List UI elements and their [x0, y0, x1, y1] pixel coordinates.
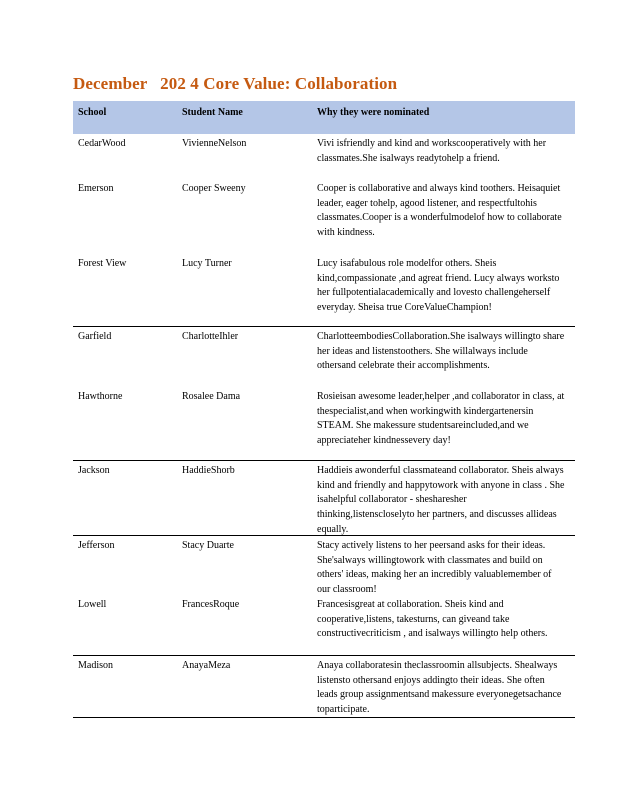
school-cell: CedarWood	[78, 138, 126, 149]
student-name-cell: HaddieShorb	[182, 465, 235, 476]
table-row	[73, 656, 575, 718]
student-name-cell: Stacy Duarte	[182, 540, 234, 551]
nomination-reason-cell: Haddieis awonderful classmateand collaborator. Sheis always kind and friendly and happytowork with anyone in class . She isahelpful collaborator - shesharesher thinking,listenscloselyto her partners, and discusses allideas equally.	[317, 465, 565, 535]
table-header	[73, 101, 575, 134]
table-row	[73, 179, 575, 254]
nomination-reason-cell: Francesisgreat at collaboration. Sheis kind and cooperative,listens, takesturns, can giveand take constructivecriticism , and isalways willingto help others.	[317, 599, 548, 640]
student-name-cell: Lucy Turner	[182, 258, 232, 269]
table-row	[73, 461, 575, 536]
student-name-cell: CharlotteIhler	[182, 331, 239, 342]
school-cell: Jefferson	[78, 540, 115, 551]
school-cell: Forest View	[78, 258, 127, 269]
school-cell: Garfield	[78, 331, 112, 342]
page-title: December 202 4 Core Value: Collaboration	[73, 74, 398, 93]
student-name-cell: Cooper Sweeny	[182, 183, 246, 194]
header-student-name: Student Name	[182, 107, 243, 118]
header-school: School	[78, 107, 107, 118]
school-cell: Jackson	[78, 465, 110, 476]
student-name-cell: AnayaMeza	[182, 660, 231, 671]
nomination-reason-cell: CharlotteembodiesCollaboration.She isalways willingto share her ideas and listenstoothers. She willalways include othersand celebrate their accomplishments.	[317, 331, 565, 372]
table-row	[73, 134, 575, 179]
student-name-cell: VivienneNelson	[182, 138, 247, 149]
nomination-reason-cell: Rosieisan awesome leader,helper ,and collaborator in class, at thespecialist,and when workingwith kindergartenersin STEAM. She makessure studentsareincluded,and we appreciateher kindnessevery day!	[317, 391, 565, 447]
table-row	[73, 254, 575, 327]
nomination-reason-cell: Anaya collaboratesin theclassroomin allsubjects. Shealways listensto othersand enjoys addingto their ideas. She often leads group assignmentsand makessure everyonegetsachance toparticipate.	[317, 660, 562, 716]
student-name-cell: FrancesRoque	[182, 599, 240, 610]
nomination-reason-cell: Cooper is collaborative and always kind toothers. Heisaquiet leader, eager tohelp, agood listener, and respectfultohis classmates.Cooper is a wonderfulmodelof how to collaborate with kindness.	[317, 183, 562, 239]
nomination-reason-cell: Vivi isfriendly and kind and workscooperatively with her classmates.She isalways readytohelp a friend.	[317, 138, 547, 164]
school-cell: Hawthorne	[78, 391, 123, 402]
school-cell: Madison	[78, 660, 113, 671]
student-name-cell: Rosalee Dama	[182, 391, 241, 402]
header-why-nominated: Why they were nominated	[317, 107, 430, 118]
table-row	[73, 536, 575, 595]
table-row	[73, 387, 575, 461]
table-row	[73, 327, 575, 387]
school-cell: Emerson	[78, 183, 114, 194]
table-row	[73, 595, 575, 656]
nominations-table	[73, 101, 575, 718]
school-cell: Lowell	[78, 599, 107, 610]
nomination-reason-cell: Lucy isafabulous role modelfor others. Sheis kind,compassionate ,and agreat friend. Lucy always worksto her fullpotentialacademically and lovesto challengeherself everyday. Sheisa true CoreValueChampion!	[317, 258, 560, 314]
nomination-reason-cell: Stacy actively listens to her peersand asks for their ideas. She'salways willingtowork with classmates and build on others' ideas, making her an incredibly valuablemember of our classroom!	[317, 540, 552, 596]
